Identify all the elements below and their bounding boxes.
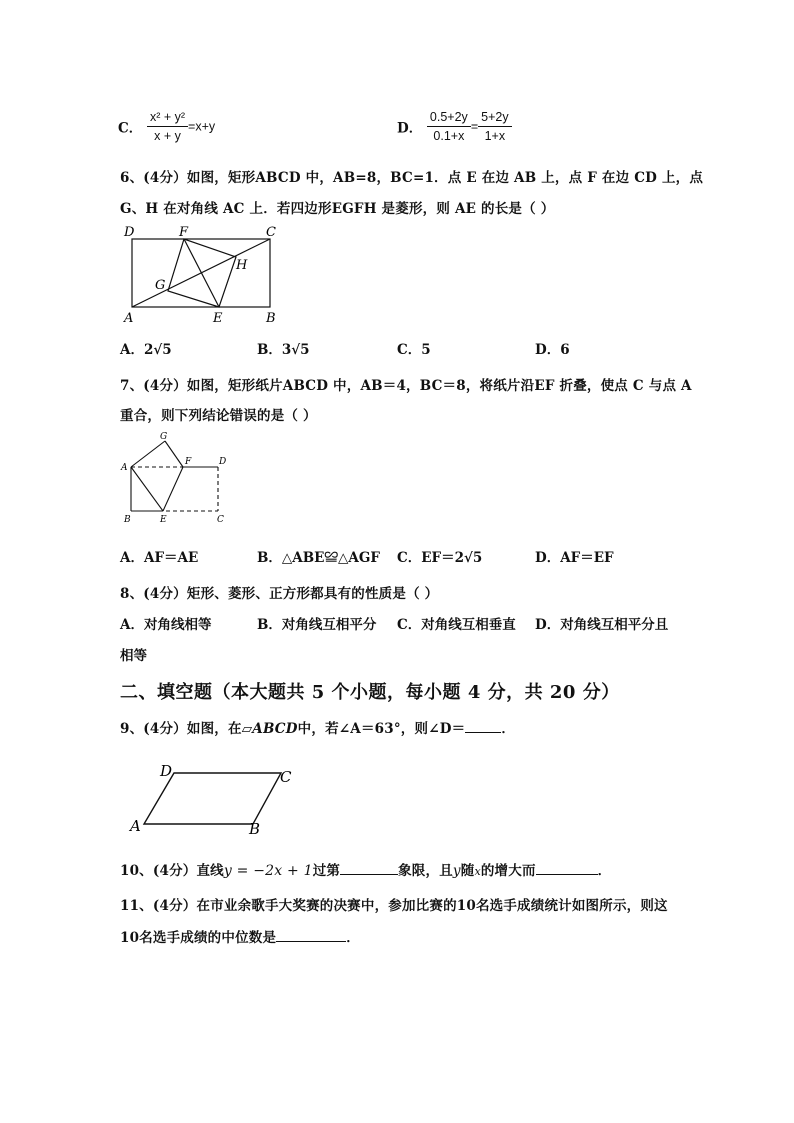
q6-option-c: C．5 [397, 342, 431, 358]
q11-line1: 11、(4分）在市业余歌手大奖赛的决赛中，参加比赛的10名选手成绩统计如图所示，则这 [120, 898, 668, 914]
q5-option-d-rhs-den: 1+x [484, 129, 506, 143]
q7-option-a: A．AF＝AE [120, 550, 199, 566]
q6-figure [118, 222, 288, 327]
q10-stem [120, 859, 611, 879]
q10-suffix: ． [597, 863, 612, 879]
q7-figure [118, 428, 238, 526]
q6-label-f: F [179, 225, 189, 240]
q6-label-b: B [266, 311, 276, 326]
q7-line1: 7、(4分）如图，矩形纸片ABCD 中，AB＝4，BC＝8，将纸片沿EF 折叠，使点 C 与点 A [120, 378, 692, 394]
q8-option-c: C．对角线互相垂直 [397, 617, 516, 633]
q9-stem [120, 717, 515, 737]
q9-suffix: ． [501, 721, 516, 737]
q5-option-c-numerator: x² + y² [147, 108, 188, 127]
q5-option-d-equals: = [470, 119, 479, 134]
q6-label-c: C [266, 225, 276, 240]
q6-line2: G、H 在对角线 AC 上．若四边形EGFH 是菱形，则 AE 的长是（ ） [120, 201, 555, 217]
q9-parallelogram: ▱ABCD [241, 721, 298, 737]
q8-option-d-continuation: 相等 [120, 648, 147, 664]
q10-prefix: 10、(4分）直线 [120, 863, 224, 879]
q6-option-a: A．2√5 [120, 342, 172, 358]
q5-option-d-lhs [427, 108, 471, 145]
q9-answer-blank[interactable] [465, 720, 501, 733]
q11-line2-prefix: 10名选手成绩的中位数是 [120, 930, 277, 946]
q7-label-a: A [121, 463, 128, 473]
q7-segment-ef [163, 467, 183, 511]
q7-line2: 重合，则下列结论错误的是（ ） [120, 408, 317, 424]
q5-option-c [118, 108, 215, 145]
q5-option-d-lhs-den: 0.1+x [433, 129, 465, 143]
q5-option-c-denominator: x + y [154, 129, 181, 143]
q9-prefix: 9、(4分）如图，在 [120, 721, 242, 737]
q5-option-d-lhs-num: 0.5+2y [427, 108, 471, 127]
q11-answer-blank[interactable] [276, 929, 346, 942]
q6-label-e: E [213, 311, 223, 326]
q10-answer-blank-2[interactable] [536, 862, 598, 875]
q10-part5: 的增大而 [480, 863, 536, 879]
q6-label-g: G [155, 278, 166, 293]
q9-label-a: A [130, 817, 141, 835]
q10-part2: 过第 [312, 863, 341, 879]
q7-label-g: G [160, 432, 168, 442]
q10-part3: 象限，且 [398, 863, 453, 879]
q7-option-b: B．△ABE≌△AGF [257, 550, 380, 566]
q6-label-h: H [236, 258, 248, 273]
q10-equation: y = −2x + 1 [223, 863, 313, 879]
q7-label-d: D [219, 457, 227, 467]
q7-label-f: F [185, 457, 192, 467]
q7-label-b: B [124, 515, 131, 525]
q11-line2 [120, 926, 360, 946]
q10-y: y [452, 863, 461, 879]
q5-option-c-fraction [147, 108, 188, 145]
q9-figure [128, 758, 298, 840]
q9-parallelogram-shape [144, 773, 281, 824]
q7-option-d: D．AF＝EF [535, 550, 614, 566]
q6-label-a: A [124, 311, 134, 326]
q5-option-d-rhs [478, 108, 511, 145]
q5-option-c-rhs: =x+y [188, 119, 216, 134]
q9-label-c: C [280, 768, 292, 786]
q6-label-d: D [124, 225, 135, 240]
q8-stem: 8、(4分）矩形、菱形、正方形都具有的性质是（ ） [120, 586, 439, 602]
q5-option-d [397, 108, 512, 145]
q5-option-d-label: D． [397, 120, 423, 137]
q9-middle: 中，若∠A＝63°，则∠D＝ [297, 721, 466, 737]
q10-x: x [474, 865, 481, 878]
q6-option-d: D．6 [535, 342, 570, 358]
q5-option-c-label: C． [118, 120, 143, 137]
q5-option-d-rhs-num: 5+2y [478, 108, 511, 127]
q7-segment-ag [131, 441, 165, 467]
q7-option-c: C．EF＝2√5 [397, 550, 483, 566]
q7-segment-ae [131, 467, 163, 511]
q9-label-d: D [160, 762, 173, 780]
q9-label-b: B [249, 820, 261, 838]
q6-line1: 6、(4分）如图，矩形ABCD 中，AB=8，BC=1．点 E 在边 AB 上，点 F 在边 CD 上，点 [120, 170, 704, 186]
q7-segment-gf [165, 441, 183, 467]
section-2-title: 二、填空题（本大题共 5 个小题，每小题 4 分，共 20 分） [120, 682, 620, 703]
q10-answer-blank-1[interactable] [340, 862, 398, 875]
q8-option-b: B．对角线互相平分 [257, 617, 377, 633]
q11-line2-suffix: ． [346, 930, 360, 946]
q6-option-b: B．3√5 [257, 342, 310, 358]
q10-part4: 随 [460, 863, 475, 879]
q8-option-a: A．对角线相等 [120, 617, 212, 633]
q8-option-d: D．对角线互相平分且 [535, 617, 669, 633]
q7-label-e: E [160, 515, 167, 525]
q7-label-c: C [217, 515, 224, 525]
